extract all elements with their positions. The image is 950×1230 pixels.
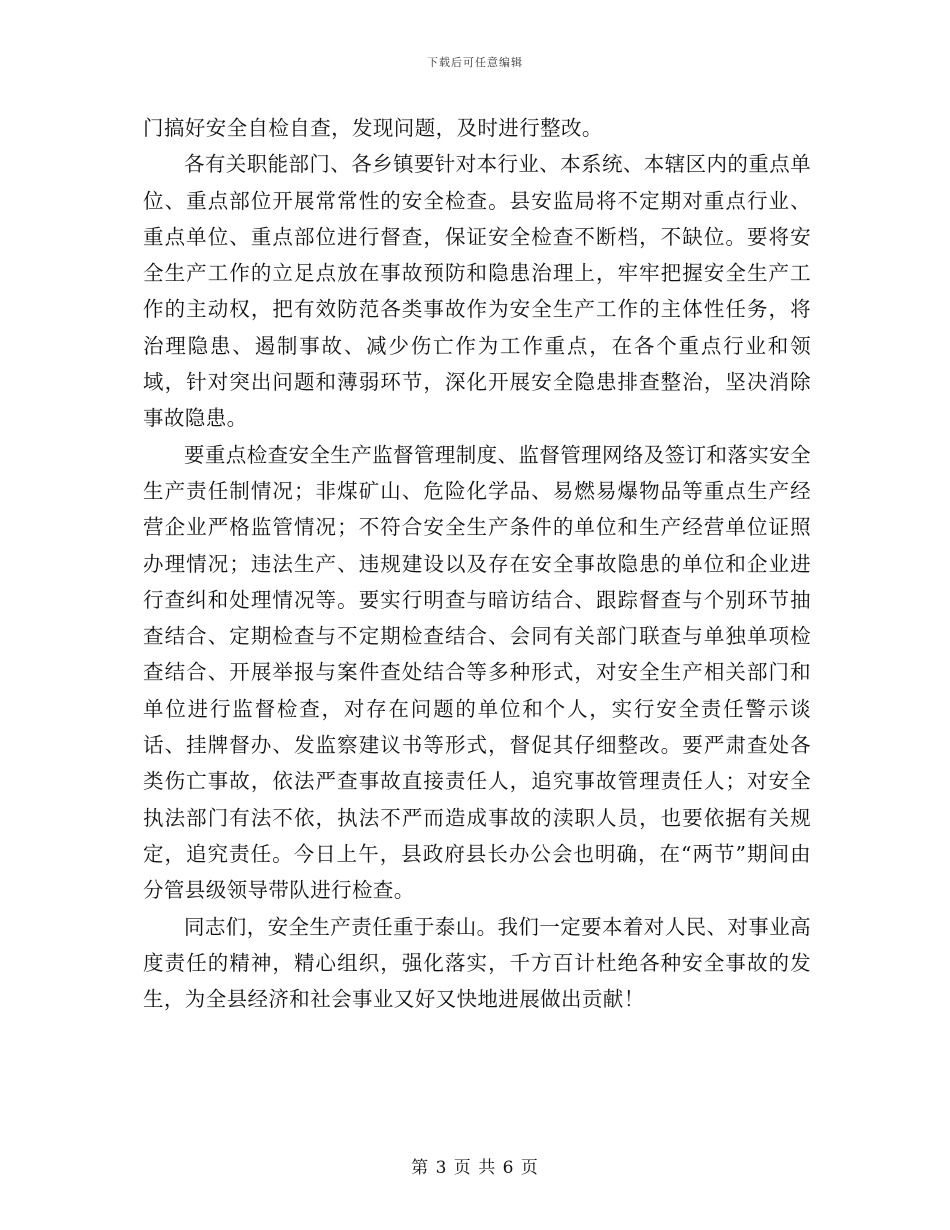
page-number: 第 3 页 共 6 页 — [411, 1158, 539, 1178]
paragraph-inspection-focus: 要重点检查安全生产监督管理制度、监督管理网络及签订和落实安全生产责任制情况；非煤矿山、危险化学品、易燃易爆物品等重点生产经营企业严格监管情况；不符合安全生产条件的单位和生产经营单位证照办理情况；违法生产、违规建设以及存在安全事故隐患的单位和企业进行查纠和处理情况等。要实行明查与暗访结合、跟踪督查与个别环节抽查结合、定期检查与不定期检查结合、会同有关部门联查与单独单项检查结合、开展举报与案件查处结合等多种形式，对安全生产相关部门和单位进行监督检查，对存在问题的单位和个人，实行安全责任警示谈话、挂牌督办、发监察建议书等形式，督促其仔细整改。要严肃查处各类伤亡事故，依法严查事故直接责任人，追究事故管理责任人；对安全执法部门有法不依，执法不严而造成事故的渎职人员，也要依据有关规定，追究责任。今日上午，县政府县长办公会也明确，在“两节”期间由分管县级领导带队进行检查。 — [143, 442, 811, 903]
paragraph-inspection-duty: 各有关职能部门、各乡镇要针对本行业、本系统、本辖区内的重点单位、重点部位开展常常性的安全检查。县安监局将不定期对重点行业、重点单位、重点部位进行督查，保证安全检查不断档，不缺位。要将安全生产工作的立足点放在事故预防和隐患治理上，牢牢把握安全生产工作的主动权，把有效防范各类事故作为安全生产工作的主体性任务，将治理隐患、遏制事故、减少伤亡作为工作重点，在各个重点行业和领域，针对突出问题和薄弱环节，深化开展安全隐患排查整治，坚决消除事故隐患。 — [143, 152, 811, 431]
page-header-note: 下载后可任意编辑 — [427, 56, 523, 69]
document-body — [143, 110, 811, 1017]
paragraph-continuation: 门搞好安全自检自查，发现问题，及时进行整改。 — [143, 116, 603, 140]
paragraph-closing: 同志们，安全生产责任重于泰山。我们一定要本着对人民、对事业高度责任的精神，精心组织，强化落实，千方百计杜绝各种安全事故的发生，为全县经济和社会事业又好又快地进展做出贡献！ — [143, 914, 811, 1012]
